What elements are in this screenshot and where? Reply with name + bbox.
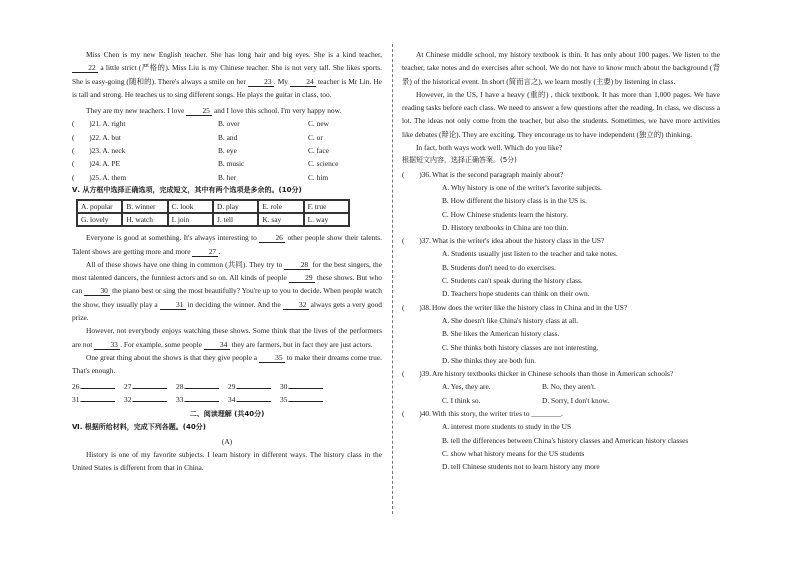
passage-talent-2: All of these shows have one thing in common (共同). They try to 28 for the best singers, the most talented dancers, the funniest actors and so on. All kinds of people 29 these shows. But who can 30 the piano best or sing the most beautifully? You're up to you to decide. When people watch the show, they usually play a 31 in deciding the winner. And the 32 always gets a very good prize. [72, 259, 382, 323]
passage-history-china: At Chinese middle school, my history textbook is thin. It has only about 100 pages. We listen to the teacher, take notes and do exercises after school. We do not have to know much about the background (背景) of the historical event. In short (简而言之), we learn mostly (主要) by listening in class. [402, 50, 720, 86]
option[interactable]: B. Students don't need to do exercises. [442, 262, 556, 272]
word-option: E. role [258, 200, 303, 213]
choice-row-25[interactable]: ( )25. A. them B. her C. him [72, 172, 329, 182]
option[interactable]: B. She likes the American history class. [442, 329, 560, 339]
option[interactable]: D. Teachers hope students can think on their own. [442, 289, 590, 299]
blank-35[interactable]: 35 [259, 353, 285, 363]
question-38: ( )38. How does the writer like the history class in China and in the US? A. She doesn't like China's history class at all. B. She likes the American history class. C. She thinks both history classes are not interesting. D. She thinks they are both fun. [402, 301, 720, 367]
part-2-title: 二、阅读理解 (共40分) [189, 410, 265, 419]
option[interactable]: B. How different the history class is in the US is. [442, 196, 587, 206]
choice-row-23[interactable]: ( )23. A. neck B. eye C. face [72, 146, 329, 156]
answer-line[interactable] [289, 380, 323, 389]
option[interactable]: D. She thinks they are both fun. [442, 355, 537, 365]
word-option: F. true [304, 200, 349, 213]
option[interactable]: A. She doesn't like China's history class at all. [442, 315, 579, 325]
section-6-title: Ⅵ. 根据所给材料，完成下列各题。(40分) [72, 423, 206, 432]
word-option: L. way [304, 213, 349, 226]
right-column [402, 48, 720, 474]
choice-row-22[interactable]: ( )22. A. but B. and C. or [72, 132, 323, 142]
passage-history-conclusion: In fact, both ways work well. Which do you like? [416, 143, 563, 153]
blank-27[interactable]: 27 [192, 247, 218, 257]
blank-22[interactable]: 22 [72, 63, 98, 73]
passage-history-us: However, in the US, I have a heavy (重的) , thick textbook. It has more than 1,000 pages. We have reading tasks before each class. We need to answer a few questions after the reading. In class, we discuss a lot. The ideas not only come from the teacher, but also the students. Sometimes, we have more activities like debates (辩论). They are exciting. They encourage us to have independent (独立的) thinking. [402, 89, 720, 139]
option[interactable]: A. Yes, they are. [442, 382, 491, 392]
choice-row-24[interactable]: ( )24. A. PE B. music C. science [72, 159, 339, 169]
answer-line[interactable] [81, 380, 115, 389]
option[interactable]: C. show what history means for the US students [442, 448, 585, 458]
question-37: ( )37. What is the writer's idea about the history class in the US? A. Students usually just listen to the teacher and take notes. B. Students don't need to do exercises. C. Students can't speak during the history class. D. Teachers hope students can think on their own. [402, 234, 720, 300]
passage-talent-3: However, not everybody enjoys watching these shows. Some think that the lives of the performers are not 33 . For example, some people 34 they are farmers, but in fact they are just actors. [72, 326, 382, 349]
word-option: J. tell [213, 213, 258, 226]
answer-line[interactable] [133, 393, 167, 402]
blank-31[interactable]: 31 [160, 300, 186, 310]
answer-line[interactable] [237, 393, 271, 402]
option[interactable]: D. tell Chinese students not to learn history any more [442, 462, 600, 472]
passage-talent-4: One great thing about the shows is that they give people a 35 to make their dreams come true. That's enough. [72, 352, 382, 376]
option[interactable]: A. interest more students to study in the US [442, 422, 572, 432]
answer-line[interactable] [185, 393, 219, 402]
passage-talent-1: Everyone is good at something. It's always interesting to 26 other people show their talents. Talent shows are getting more and more 27 . [72, 233, 382, 256]
option[interactable]: C. I think so. [442, 395, 481, 405]
word-option: C. look [168, 200, 213, 213]
answer-line[interactable] [289, 393, 323, 402]
question-40: ( )40. With this story, the writer tries to ________. A. interest more students to study in the US B. tell the differences between China's history classes and American history classes C. show what history means for the US students D. tell Chinese students not to learn history any more [402, 407, 720, 473]
blank-29[interactable]: 29 [289, 273, 315, 283]
answer-line[interactable] [237, 380, 271, 389]
word-option: K. say [258, 213, 303, 226]
word-option: A. popular [77, 200, 122, 213]
blank-28[interactable]: 28 [284, 260, 310, 270]
answer-line[interactable] [185, 380, 219, 389]
option[interactable]: A. Students usually just listen to the teacher and take notes. [442, 249, 618, 259]
blank-25[interactable]: 25 [186, 106, 212, 116]
answer-line[interactable] [133, 380, 167, 389]
option[interactable]: C. Students can't speak during the history class. [442, 276, 583, 286]
option[interactable]: C. How Chinese students learn the history. [442, 209, 568, 219]
word-option: B. winner [122, 200, 167, 213]
passage-a-label: (A) [221, 436, 233, 446]
choice-row-21[interactable]: ( )21. A. right B. over C. new [72, 119, 329, 129]
passage-teachers-end: They are my new teachers. I love 25 and I love this school. I'm very happy now. [86, 106, 342, 116]
passage-history-intro: History is one of my favorite subjects. I learn history in different ways. The history class in the United States is different from that in China. [72, 450, 382, 473]
choice-list [72, 117, 382, 183]
left-column [72, 48, 382, 475]
blank-30[interactable]: 30 [84, 286, 110, 296]
word-option: G. lovely [77, 213, 122, 226]
blank-24[interactable]: 24 [290, 77, 316, 87]
passage-teachers: Miss Chen is my new English teacher. She has long hair and big eyes. She is a kind teacher, 22 a little strict (严格的). Miss Liu is my Chinese teacher. She is not very tall. She likes sports. She is easy-going (随和的). There's always a smile on her 23 . My 24 teacher is Mr Lin. He is tall and strong. He teaches us to sing different songs. He plays the guitar in class, too. [72, 50, 382, 99]
answer-grid: 26. 27. 28. 29. 30. 31. 32. 33. 34. 35. [72, 380, 382, 407]
reading-instruction: 根据短文内容，选择正确答案。(5分) [402, 156, 517, 165]
option[interactable]: A. Why history is one of the writer's favorite subjects. [442, 182, 602, 192]
section-5-title: Ⅴ. 从方框中选择正确选项，完成短文，其中有两个选项是多余的。(10分) [72, 185, 302, 194]
word-option: H. watch [122, 213, 167, 226]
column-divider [392, 44, 393, 514]
blank-33[interactable]: 33 [94, 340, 120, 350]
option[interactable]: D. History textbooks in China are too thin. [442, 222, 569, 232]
option[interactable]: C. She thinks both history classes are not interesting. [442, 342, 599, 352]
word-option: D. play [213, 200, 258, 213]
blank-26[interactable]: 26 [259, 233, 285, 243]
word-box [76, 199, 350, 227]
option[interactable]: B. No, they aren't. [542, 382, 596, 392]
question-39: ( )39. Are history textbooks thicker in Chinese schools than those in American schools? A. Yes, they are. B. No, they aren't. C. I think so. D. Sorry, I don't know. [402, 367, 720, 407]
answer-line[interactable] [81, 393, 115, 402]
blank-23[interactable]: 23 [248, 77, 274, 87]
question-36: ( )36. What is the second paragraph mainly about? A. Why history is one of the writer's favorite subjects. B. How different the history class is in the US is. C. How Chinese students learn the history. D. History textbooks in China are too thin. [402, 168, 720, 234]
blank-32[interactable]: 32 [283, 300, 309, 310]
word-option: I. join [168, 213, 213, 226]
option[interactable]: D. Sorry, I don't know. [542, 395, 610, 405]
option[interactable]: B. tell the differences between China's history classes and American history classes [442, 435, 689, 445]
blank-34[interactable]: 34 [204, 340, 230, 350]
